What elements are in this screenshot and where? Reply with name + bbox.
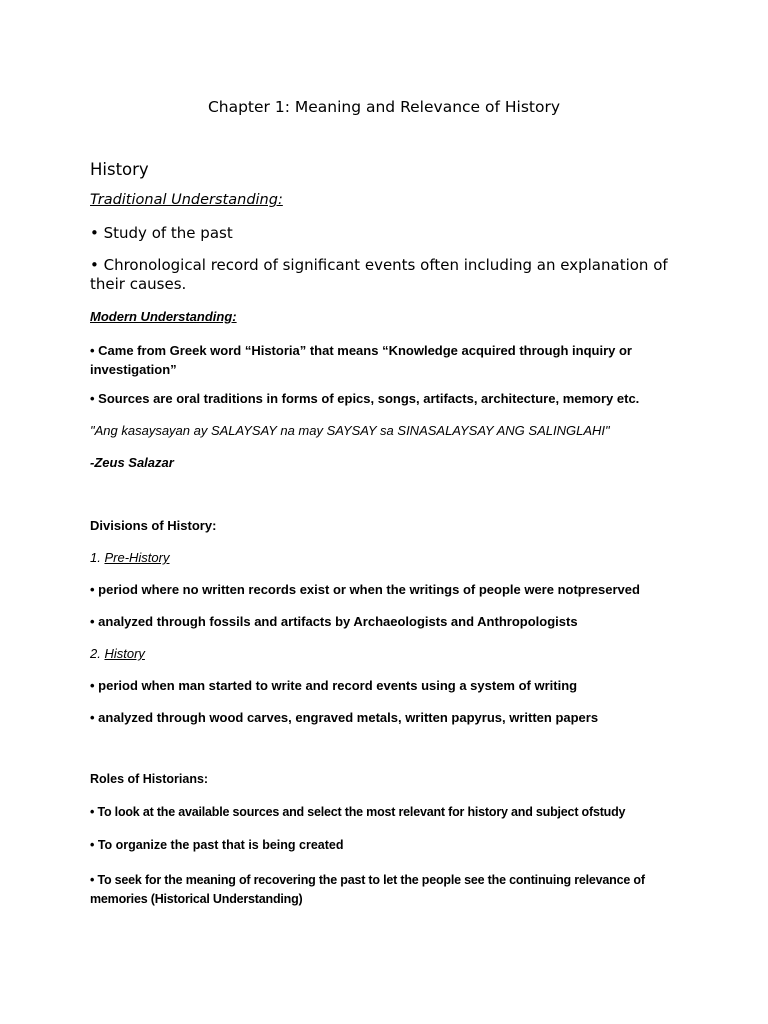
chapter-title: Chapter 1: Meaning and Relevance of History (207, 98, 561, 116)
division-history-heading (90, 646, 145, 661)
roles-bullet: • To look at the available sources and select the most relevant for history and subject ofstudy (90, 805, 626, 819)
division-number: 2. (90, 646, 105, 661)
traditional-bullet: • Chronological record of significant events often including an explanation of their causes. (90, 256, 668, 293)
traditional-bullet: • Study of the past (90, 224, 233, 242)
quote: "Ang kasaysayan ay SALAYSAY na may SAYSAY sa SINASALAYSAY ANG SALINGLAHI" (90, 423, 610, 438)
roles-heading: Roles of Historians: (90, 772, 209, 786)
division-label: History (104, 646, 145, 661)
roles-bullet: • To seek for the meaning of recovering the past to let the people see the continuing relevance of memories (Historical Understanding) (90, 873, 645, 906)
traditional-understanding-heading: Traditional Understanding: (90, 192, 283, 208)
roles-bullet: • To organize the past that is being created (90, 838, 344, 852)
division-bullet: • analyzed through fossils and artifacts by Archaeologists and Anthropologists (90, 614, 578, 629)
division-pre-history-heading (90, 550, 169, 565)
division-bullet: • analyzed through wood carves, engraved metals, written papyrus, written papers (90, 710, 599, 725)
history-heading: History (90, 160, 149, 179)
modern-bullet: • Came from Greek word “Historia” that means “Knowledge acquired through inquiry or investigation” (90, 343, 632, 377)
divisions-heading: Divisions of History: (90, 518, 217, 533)
division-number: 1. (90, 550, 105, 565)
division-bullet: • period when man started to write and record events using a system of writing (90, 678, 578, 693)
quote-author: -Zeus Salazar (90, 455, 174, 470)
division-bullet: • period where no written records exist or when the writings of people were notpreserved (90, 582, 640, 597)
division-label: Pre-History (104, 550, 170, 565)
modern-understanding-heading: Modern Understanding: (90, 309, 237, 324)
modern-bullet: • Sources are oral traditions in forms of epics, songs, artifacts, architecture, memory etc. (90, 391, 640, 406)
